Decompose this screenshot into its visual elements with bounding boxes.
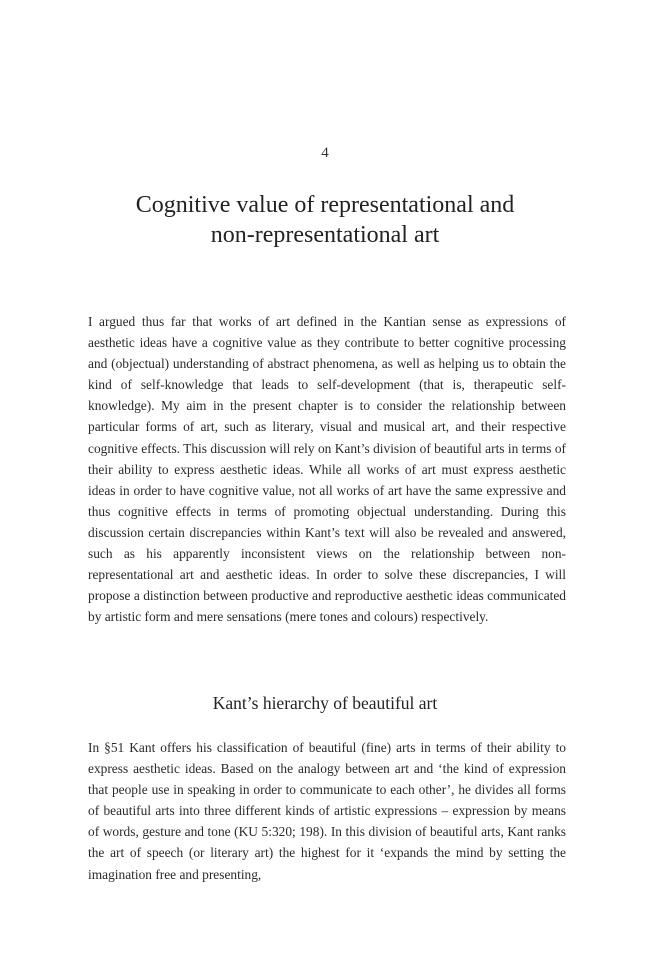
section-paragraph: In §51 Kant offers his classification of beautiful (fine) arts in terms of their ability to express aesthetic ideas. Based on the analogy between art and ‘the kind of expression that people use in speaking in order to communicate to each other’, he divides all forms of beautiful arts into three different kinds of artistic expressions – expression by means of words, gesture and tone (KU 5:320; 198). In this division of beautiful arts, Kant ranks the art of speech (or literary art) the highest for it ‘expands the mind by setting the imagination free and presenting,	[88, 740, 566, 882]
chapter-title	[60, 190, 590, 250]
intro-paragraph: I argued thus far that works of art defined in the Kantian sense as expressions of aesthetic ideas have a cognitive value as they contribute to better cognitive processing and (objectual) understanding of abstract phenomena, as well as helping us to obtain the kind of self-knowledge that leads to self-development (that is, therapeutic self-knowledge). My aim in the present chapter is to consider the relationship between particular forms of art, such as literary, visual and musical art, and their respective cognitive effects. This discussion will rely on Kant’s division of beautiful arts in terms of their ability to express aesthetic ideas. While all works of art must express aesthetic ideas in order to have cognitive value, not all works of art have the same expressive and thus cognitive effects in terms of promoting objectual understanding. During this discussion certain discrepancies within Kant’s text will also be revealed and answered, such as his apparently inconsistent views on the relationship between non-representational art and aesthetic ideas. In order to solve these discrepancies, I will propose a distinction between productive and reproductive aesthetic ideas communicated by artistic form and mere sensations (mere tones and colours) respectively.	[88, 314, 566, 625]
section-heading: Kant’s hierarchy of beautiful art	[212, 693, 438, 713]
chapter-number: 4	[321, 145, 329, 161]
chapter-title-line-2: non-representational art	[210, 222, 440, 248]
chapter-title-line-1: Cognitive value of representational and	[135, 192, 515, 218]
